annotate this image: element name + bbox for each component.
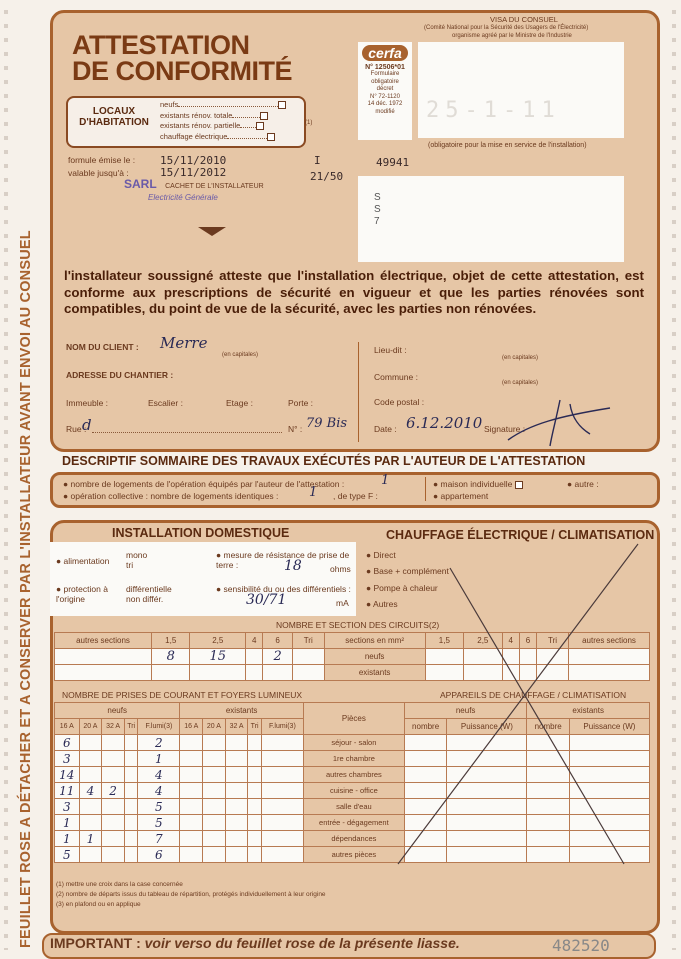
col-2-5: 2,5 [190, 633, 246, 649]
descriptif-line1-value: 1 [381, 473, 390, 488]
address-line: 7 [374, 216, 380, 227]
pieces-header: Pièces [303, 703, 404, 735]
locaux-options [160, 100, 286, 142]
cerfa-desc-line: obligatoire [371, 78, 399, 85]
nom-caps: (en capitales) [222, 352, 259, 358]
dot-leader [227, 138, 267, 139]
visa-sub2: organisme agréé par le Ministre de l'Industrie [452, 33, 572, 39]
existant-cell [180, 847, 203, 863]
value-20a [79, 767, 102, 783]
value-flumi: 4 [138, 783, 180, 799]
descriptif-line2: ● opération collective : nombre de logements identiques : [63, 491, 279, 501]
maison-checkbox[interactable] [515, 481, 523, 489]
existant-cell [225, 815, 248, 831]
existant-cell [203, 799, 226, 815]
sections-label: sections en mm² [324, 633, 425, 649]
locaux-option [160, 111, 286, 122]
existant-cell [203, 815, 226, 831]
descriptif-line2-value: 1 [309, 485, 318, 500]
existant-cell [225, 783, 248, 799]
code-i: I [314, 154, 321, 167]
value-flumi: 5 [138, 815, 180, 831]
visa-perforation: 25-1-11 [426, 98, 561, 123]
col-1-5-right: 1,5 [425, 633, 463, 649]
cerfa-description [358, 71, 412, 116]
value-20a: 1 [79, 831, 102, 847]
install-title-left: INSTALLATION DOMESTIQUE [112, 526, 290, 540]
value-16a: 11 [55, 783, 80, 799]
col-1-5: 1,5 [152, 633, 190, 649]
perforation-right [672, 10, 676, 950]
attestation-statement: l'installateur soussigné atteste que l'installation électrique, objet de cette attestation, est conforme aux prescriptions de sécurité en vigueur et que les parties rénovées sont compatibles, du point de vue de la sécurité, avec les parties non rénovées. [64, 268, 644, 316]
locaux-checkbox[interactable] [260, 112, 268, 120]
value-flumi: 4 [138, 767, 180, 783]
prises-col-header: 20 A [79, 719, 102, 735]
prises-col-header: 16 A [55, 719, 80, 735]
col-4: 4 [246, 633, 263, 649]
valable-label: valable jusqu'à : [68, 168, 129, 178]
note-ref-1: (1) [305, 120, 313, 126]
date-valable: 15/11/2012 [160, 166, 227, 179]
value-32a [102, 735, 125, 751]
protection-label: ● protection à l'origine [56, 584, 108, 604]
existants-label: existants [324, 665, 425, 681]
non-differ-label: non différ. [126, 594, 164, 604]
locaux-option-label: chauffage électrique [160, 131, 228, 141]
piece-label: salle d'eau [303, 799, 404, 815]
cerfa-box [358, 42, 412, 140]
etage-label: Etage : [226, 398, 253, 408]
prises-col-header: Tri [124, 719, 137, 735]
autre-label: ● autre : [567, 479, 599, 489]
dot-leader [240, 127, 256, 128]
appartement-label: ● appartement [433, 491, 489, 501]
cerfa-desc-line: Formulaire [370, 71, 400, 77]
maison-label: ● maison individuelle [433, 479, 523, 489]
existant-cell [225, 847, 248, 863]
existant-cell [180, 735, 203, 751]
prises-title: NOMBRE DE PRISES DE COURANT ET FOYERS LUMINEUX [62, 690, 303, 700]
ma-label: mA [336, 598, 349, 608]
value-16a: 1 [55, 815, 80, 831]
value-flumi: 5 [138, 799, 180, 815]
footnotes [56, 880, 326, 910]
nombre-header: nombre [404, 719, 446, 735]
value-tri [124, 815, 137, 831]
visa-title: VISA DU CONSUEL [490, 15, 558, 24]
footnote: (2) nombre de départs issus du tableau de répartition, protégés individuellement à leur origine [56, 891, 326, 898]
footnote: (3) en plafond ou en applique [56, 901, 141, 908]
value-tri [124, 751, 137, 767]
existant-cell [248, 847, 261, 863]
value-32a [102, 767, 125, 783]
existant-cell [261, 831, 303, 847]
existant-cell [180, 799, 203, 815]
value-20a [79, 735, 102, 751]
value-20a [79, 751, 102, 767]
locaux-title: LOCAUX D'HABITATION [79, 106, 149, 128]
lieu-caps: (en capitales) [502, 355, 539, 361]
sensibilite-value: 30/71 [246, 592, 287, 608]
existant-cell [180, 767, 203, 783]
piece-label: séjour - salon [303, 735, 404, 751]
locaux-option [160, 121, 286, 132]
locaux-checkbox[interactable] [267, 133, 275, 141]
locaux-option [160, 132, 286, 143]
no-label: N° : [288, 424, 303, 434]
adresse-label: ADRESSE DU CHANTIER : [66, 370, 174, 380]
descriptif-divider [425, 477, 426, 501]
escalier-label: Escalier : [148, 398, 183, 408]
col-tri: Tri [292, 633, 324, 649]
install-params [50, 542, 356, 616]
locaux-checkbox[interactable] [256, 122, 264, 130]
value-20a [79, 815, 102, 831]
existant-cell [261, 847, 303, 863]
value-tri [124, 767, 137, 783]
cerfa-desc-line: 14 déc. 1972 [367, 101, 403, 107]
code-21: 21/50 [310, 170, 344, 183]
circuit-value: 8 [152, 649, 190, 665]
existant-cell [248, 815, 261, 831]
descriptif-title: DESCRIPTIF SOMMAIRE DES TRAVAUX EXÉCUTÉS PAR L'AUTEUR DE L'ATTESTATION [62, 454, 586, 468]
piece-label: autres chambres [303, 767, 404, 783]
existant-cell [225, 831, 248, 847]
existant-cell [225, 767, 248, 783]
neufs-header: neufs [55, 703, 180, 719]
dot-leader [232, 117, 260, 118]
dot-leader [178, 106, 278, 107]
puissance-header: Puissance (W) [447, 719, 527, 735]
puissance-header: Puissance (W) [569, 719, 649, 735]
existant-cell [180, 831, 203, 847]
piece-label: cuisine - office [303, 783, 404, 799]
existant-cell [261, 751, 303, 767]
prises-col-header: 32 A [102, 719, 125, 735]
value-20a [79, 847, 102, 863]
serial-number: 482520 [552, 936, 610, 955]
chauffage-autres: ● Autres [366, 599, 398, 609]
client-divider [358, 342, 359, 442]
appareils-existants-header: existants [527, 703, 650, 719]
existant-cell [261, 783, 303, 799]
address-area [358, 176, 624, 262]
autres-sections-left: autres sections [55, 633, 152, 649]
existant-cell [261, 815, 303, 831]
type-f-label: , de type F : [333, 491, 378, 501]
date-value: 6.12.2010 [406, 414, 483, 432]
differentielle-label: différentielle [126, 584, 172, 594]
value-flumi: 1 [138, 751, 180, 767]
circuits-title: NOMBRE ET SECTION DES CIRCUITS(2) [276, 620, 440, 630]
install-title-right: CHAUFFAGE ÉLECTRIQUE / CLIMATISATION [386, 528, 655, 542]
autres-sections-right: autres sections [569, 633, 650, 649]
commune-caps: (en capitales) [502, 380, 539, 386]
col-2-5-right: 2,5 [464, 633, 502, 649]
cerfa-desc-line: modifié [375, 108, 395, 115]
value-20a: 4 [79, 783, 102, 799]
value-16a: 3 [55, 799, 80, 815]
value-flumi: 2 [138, 735, 180, 751]
circuit-value: 15 [190, 649, 246, 665]
commune-label: Commune : [374, 372, 418, 382]
mono-label: mono [126, 550, 148, 560]
existant-cell [248, 735, 261, 751]
address-line: S [374, 204, 381, 215]
nom-client-label: NOM DU CLIENT : [66, 342, 139, 352]
value-16a: 5 [55, 847, 80, 863]
visa-footer: (obligatoire pour la mise en service de l'installation) [428, 142, 587, 149]
stamp-sarl: SARL [124, 177, 157, 191]
prises-col-header: 32 A [225, 719, 248, 735]
date-label: Date : [374, 424, 397, 434]
existant-cell [203, 735, 226, 751]
locaux-checkbox[interactable] [278, 101, 286, 109]
sensibilite-label: ● sensibilité du ou des différentiels : [216, 584, 351, 594]
existant-cell [248, 767, 261, 783]
value-tri [124, 831, 137, 847]
appareils-neufs-header: neufs [404, 703, 527, 719]
important-label: IMPORTANT : [50, 935, 141, 951]
existant-cell [261, 799, 303, 815]
immeuble-label: Immeuble : [66, 398, 109, 408]
value-32a [102, 847, 125, 863]
existant-cell [248, 783, 261, 799]
cachet-arrow [198, 227, 226, 236]
existant-cell [261, 767, 303, 783]
neufs-label: neufs [324, 649, 425, 665]
piece-label: autres pièces [303, 847, 404, 863]
footnote: (1) mettre une croix dans la case concernée [56, 881, 183, 888]
nom-client-value: Merre [160, 334, 208, 352]
cachet-label: CACHET DE L'INSTALLATEUR [165, 183, 264, 190]
existant-cell [203, 783, 226, 799]
value-16a: 3 [55, 751, 80, 767]
descriptif-panel [50, 472, 660, 508]
value-20a [79, 799, 102, 815]
chauffage-base: ● Base + complément [366, 566, 449, 576]
important-text: voir verso du feuillet rose de la présente liasse. [144, 935, 460, 951]
visa-stamp-area [418, 42, 624, 138]
address-lines [374, 192, 381, 228]
prises-col-header: 20 A [203, 719, 226, 735]
col-6-right: 6 [519, 633, 536, 649]
visa-sub1: (Comité National pour la Sécurité des Usagers de l'Électricité) [424, 25, 589, 31]
alimentation-label: ● alimentation [56, 556, 110, 566]
value-32a [102, 751, 125, 767]
locaux-box [66, 96, 306, 148]
existant-cell [180, 815, 203, 831]
value-tri [124, 799, 137, 815]
value-tri [124, 847, 137, 863]
prises-col-header: 16 A [180, 719, 203, 735]
cancel-cross [390, 528, 646, 874]
existant-cell [248, 751, 261, 767]
descriptif-line1: ● nombre de logements de l'opération équipés par l'auteur de l'attestation : [63, 479, 345, 489]
existant-cell [203, 751, 226, 767]
piece-label: 1re chambre [303, 751, 404, 767]
cerfa-number: N° 12506*01 [365, 64, 405, 71]
existant-cell [180, 783, 203, 799]
locaux-option-label: existants rénov. partielle [160, 121, 241, 130]
cerfa-desc-line: N° 72-1120 [370, 93, 400, 100]
value-32a: 2 [102, 783, 125, 799]
locaux-option-label: neufs [160, 100, 179, 109]
circuit-value: 2 [263, 649, 292, 665]
value-16a: 6 [55, 735, 80, 751]
existant-cell [248, 831, 261, 847]
col-tri-right: Tri [537, 633, 569, 649]
formule-emise-label: formule émise le : [68, 155, 136, 165]
piece-label: dépendances [303, 831, 404, 847]
address-line: S [374, 192, 381, 203]
no-value: 79 Bis [306, 416, 348, 431]
value-32a [102, 815, 125, 831]
mesure-label: ● mesure de résistance de prise de terre : [216, 550, 350, 570]
value-16a: 14 [55, 767, 80, 783]
code-postal-label: Code postal : [374, 397, 425, 407]
rue-value: d [82, 416, 92, 434]
form-number: 49941 [376, 156, 410, 169]
chauffage-pompe: ● Pompe à chaleur [366, 583, 438, 593]
existant-cell [203, 847, 226, 863]
cerfa-desc-line: décret [376, 86, 394, 92]
ohms-label: ohms [330, 564, 351, 574]
perforation-left [4, 10, 8, 950]
value-32a [102, 799, 125, 815]
existant-cell [248, 799, 261, 815]
value-flumi: 6 [138, 847, 180, 863]
prises-col-header: F.lumi(3) [138, 719, 180, 735]
mesure-value: 18 [284, 558, 302, 574]
value-32a [102, 831, 125, 847]
locaux-option-label: existants rénov. totale [160, 110, 233, 120]
lieu-dit-label: Lieu-dit : [374, 345, 407, 355]
installer-stamp [124, 175, 264, 202]
form-title: ATTESTATION DE CONFORMITÉ [72, 30, 292, 86]
nombre-header: nombre [527, 719, 569, 735]
prises-col-header: Tri [248, 719, 261, 735]
locaux-option [160, 100, 286, 111]
col-6: 6 [263, 633, 292, 649]
existant-cell [225, 751, 248, 767]
rue-label: Rue : [66, 424, 87, 434]
rue-line [92, 432, 282, 433]
existant-cell [225, 799, 248, 815]
existant-cell [261, 735, 303, 751]
tri-label: tri [126, 560, 134, 570]
side-instruction: FEUILLET ROSE A DÉTACHER ET A CONSERVER PAR L'INSTALLATEUR AVANT ENVOI AU CONSUEL [18, 230, 34, 948]
value-tri [124, 735, 137, 751]
value-16a: 1 [55, 831, 80, 847]
existants-header: existants [180, 703, 303, 719]
existant-cell [225, 735, 248, 751]
value-flumi: 7 [138, 831, 180, 847]
value-tri [124, 783, 137, 799]
piece-label: entrée - dégagement [303, 815, 404, 831]
porte-label: Porte : [288, 398, 314, 408]
signature-label: Signature : [484, 424, 526, 434]
prises-col-header: F.lumi(3) [261, 719, 303, 735]
existant-cell [203, 767, 226, 783]
signature-mark [500, 394, 620, 450]
chauffage-direct: ● Direct [366, 550, 396, 560]
appareils-title: APPAREILS DE CHAUFFAGE / CLIMATISATION [440, 690, 627, 700]
col-4-right: 4 [502, 633, 519, 649]
stamp-electricite: Electricité Générale [148, 193, 218, 202]
date-emise: 15/11/2010 [160, 154, 227, 167]
cerfa-logo: cerfa [362, 45, 408, 61]
existant-cell [203, 831, 226, 847]
existant-cell [180, 751, 203, 767]
